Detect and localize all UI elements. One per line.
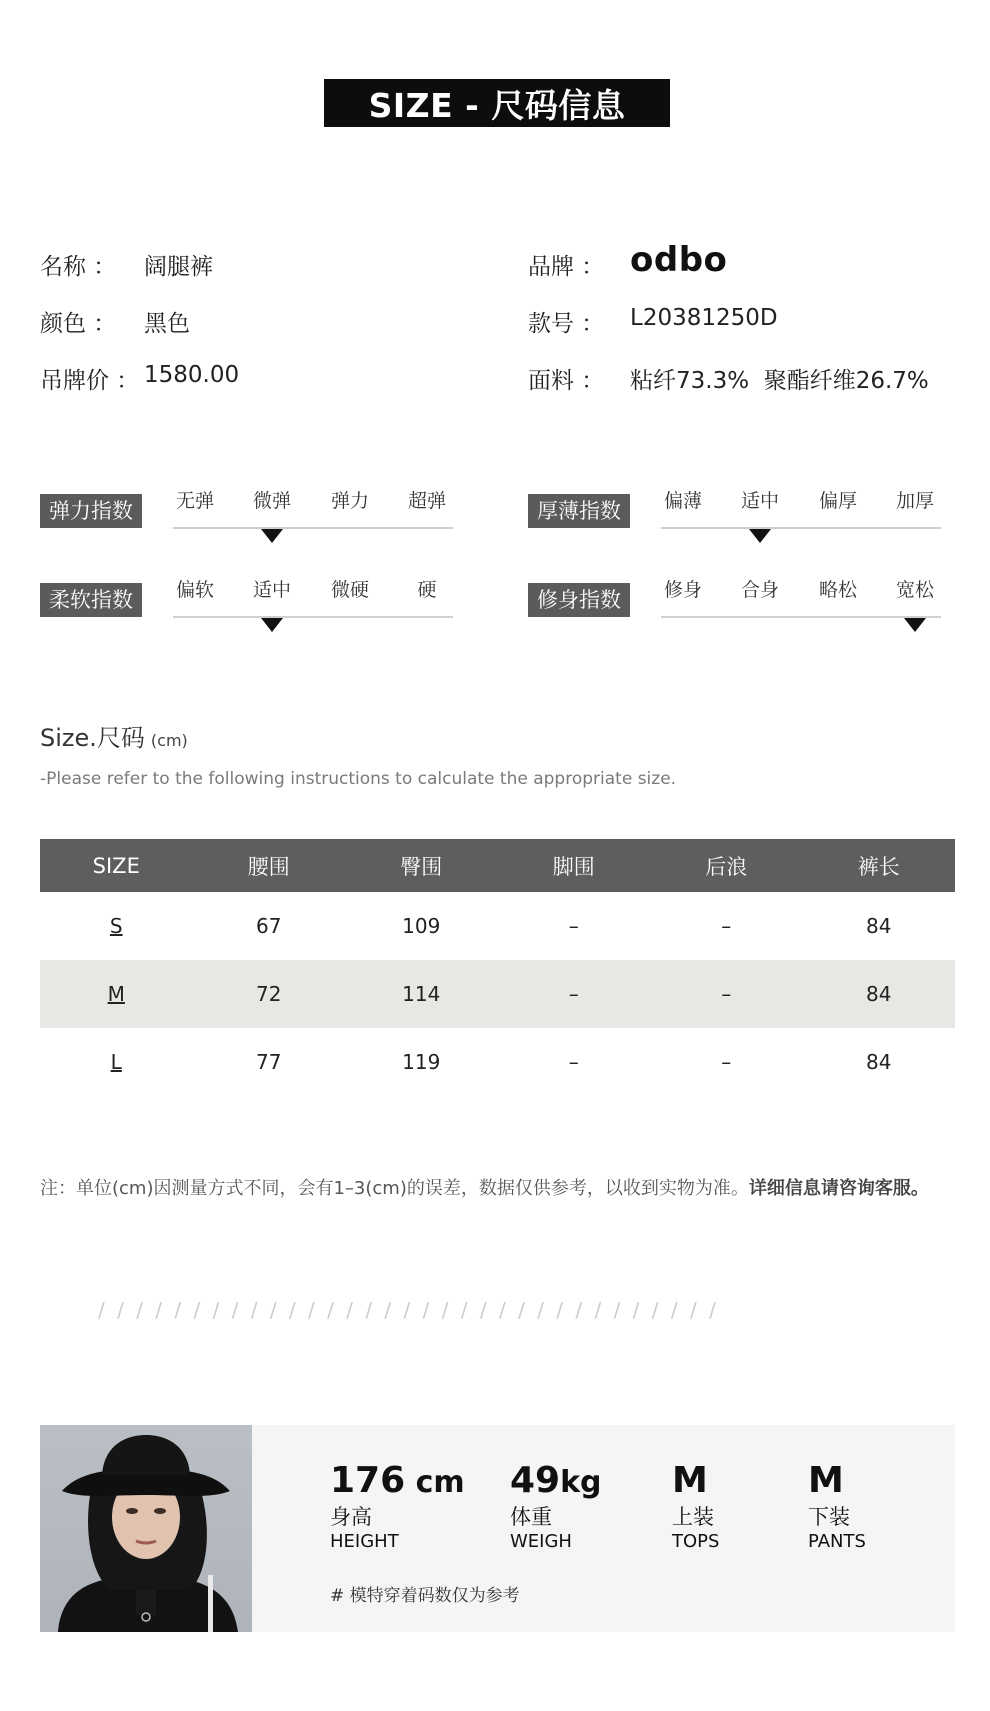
scale-marker-icon [749,529,771,543]
scale-marker-icon [261,529,283,543]
thickness-index-tag: 厚薄指数 [528,494,630,528]
table-cell: 72 [193,960,346,1028]
size-cell: S [109,914,123,938]
scale-option: 略松 [818,579,858,601]
scale-option: 微硬 [330,579,370,601]
table-cell: – [721,914,732,938]
scale-line [173,527,453,529]
table-cell: – [721,1050,732,1074]
scale-marker-icon [261,618,283,632]
fabric-row [528,362,604,395]
scale-line [661,616,941,618]
tops-cn: 上装 [672,1505,714,1529]
product-price-row [40,362,139,395]
size-title: Size.尺码 [40,724,145,752]
table-row [40,960,955,1028]
scale-option: 加厚 [895,490,935,512]
scale-option: 偏厚 [818,490,858,512]
scale-option: 适中 [740,490,780,512]
price-label: 吊牌价 ： [40,368,140,394]
scale-line [661,527,941,529]
table-cell: 114 [345,960,498,1028]
page-title: SIZE - 尺码信息 [368,85,626,125]
column-header: SIZE [40,839,193,892]
table-cell: 84 [803,960,956,1028]
table-cell: – [568,1050,579,1074]
tops-en: TOPS [672,1531,720,1552]
size-unit: (cm) [150,731,188,750]
pants-value: M [808,1460,844,1501]
height-value: 176 [330,1460,406,1501]
table-cell: – [498,960,651,1028]
weight-stat [510,1460,602,1552]
pants-cn: 下装 [808,1505,850,1529]
scale-option: 适中 [252,579,292,601]
height-cn: 身高 [330,1505,372,1529]
scale-option: 无弹 [175,490,215,512]
table-header-row [40,839,955,892]
height-unit: cm [405,1465,465,1500]
brand-logo: odbo [630,240,728,280]
brand-label: 品牌 ： [528,254,605,280]
table-row [40,892,955,960]
softness-index-tag: 柔软指数 [40,583,142,617]
table-cell: 109 [402,914,441,938]
weight-cn: 体重 [510,1505,552,1529]
scale-option: 偏软 [175,579,215,601]
height-en: HEIGHT [330,1531,399,1552]
scale-option: 硬 [417,579,437,601]
column-header: 后浪 [650,839,803,892]
table-cell: 119 [402,1050,441,1074]
fit-scale [661,575,941,635]
slash-divider: / / / / / / / / / / / / / / / / / / / / / / / / / / / / / / / / / [98,1298,719,1322]
note-text: 注：单位(cm)因测量方式不同，会有1–3(cm)的误差，数据仅供参考，以收到实物为准。 [40,1178,749,1199]
scale-option: 弹力 [330,490,370,512]
size-cell: L [110,1050,122,1074]
style-row [528,305,604,338]
model-photo [40,1425,252,1632]
tops-value: M [672,1460,708,1501]
measurement-note [40,1174,929,1200]
weight-en: WEIGH [510,1531,572,1552]
pants-en: PANTS [808,1531,866,1552]
column-header: 脚围 [498,839,651,892]
note-emphasis: 详细信息请咨询客服。 [748,1178,929,1199]
scale-option: 修身 [663,579,703,601]
scale-marker-icon [904,618,926,632]
product-name-row [40,248,116,281]
table-cell: – [650,960,803,1028]
name-label: 名称 ： [40,254,117,280]
tops-stat [672,1460,719,1552]
product-color-row [40,305,116,338]
table-cell: 84 [866,914,892,938]
column-header: 裤长 [803,839,956,892]
elasticity-scale [173,486,453,546]
size-instruction: -Please refer to the following instructions to calculate the appropriate size. [40,769,677,789]
table-cell: 84 [866,1050,892,1074]
table-cell: 77 [256,1050,282,1074]
scale-option: 超弹 [407,490,447,512]
style-label: 款号 ： [528,311,605,337]
page-title-banner [324,79,670,127]
fabric-label: 面料 ： [528,368,605,394]
scale-line [173,616,453,618]
column-header: 腰围 [193,839,346,892]
height-stat [330,1460,465,1552]
pants-stat [808,1460,866,1552]
column-header: 臀围 [345,839,498,892]
scale-option: 偏薄 [663,490,703,512]
size-section-title [40,718,188,753]
weight-unit: kg [560,1465,602,1500]
elasticity-index-tag: 弹力指数 [40,494,142,528]
scale-option: 宽松 [895,579,935,601]
scale-option: 微弹 [252,490,292,512]
size-cell: M [40,960,193,1028]
product-price: 1580.00 [144,362,240,388]
table-cell: 67 [256,914,282,938]
model-portrait-icon [40,1425,252,1632]
weight-value: 49 [510,1460,561,1501]
product-name: 阔腿裤 [144,254,213,280]
table-row [40,1028,955,1096]
softness-scale [173,575,453,635]
scale-option: 合身 [740,579,780,601]
product-color: 黑色 [144,311,190,337]
table-cell: – [568,914,579,938]
model-note: # 模特穿着码数仅为参考 [330,1586,520,1606]
brand-row [528,248,604,281]
color-label: 颜色 ： [40,311,117,337]
style-number: L20381250D [630,305,778,331]
size-table [40,839,955,1096]
fit-index-tag: 修身指数 [528,583,630,617]
thickness-scale [661,486,941,546]
fabric-composition: 粘纤73.3% 聚酯纤维26.7% [630,368,929,394]
